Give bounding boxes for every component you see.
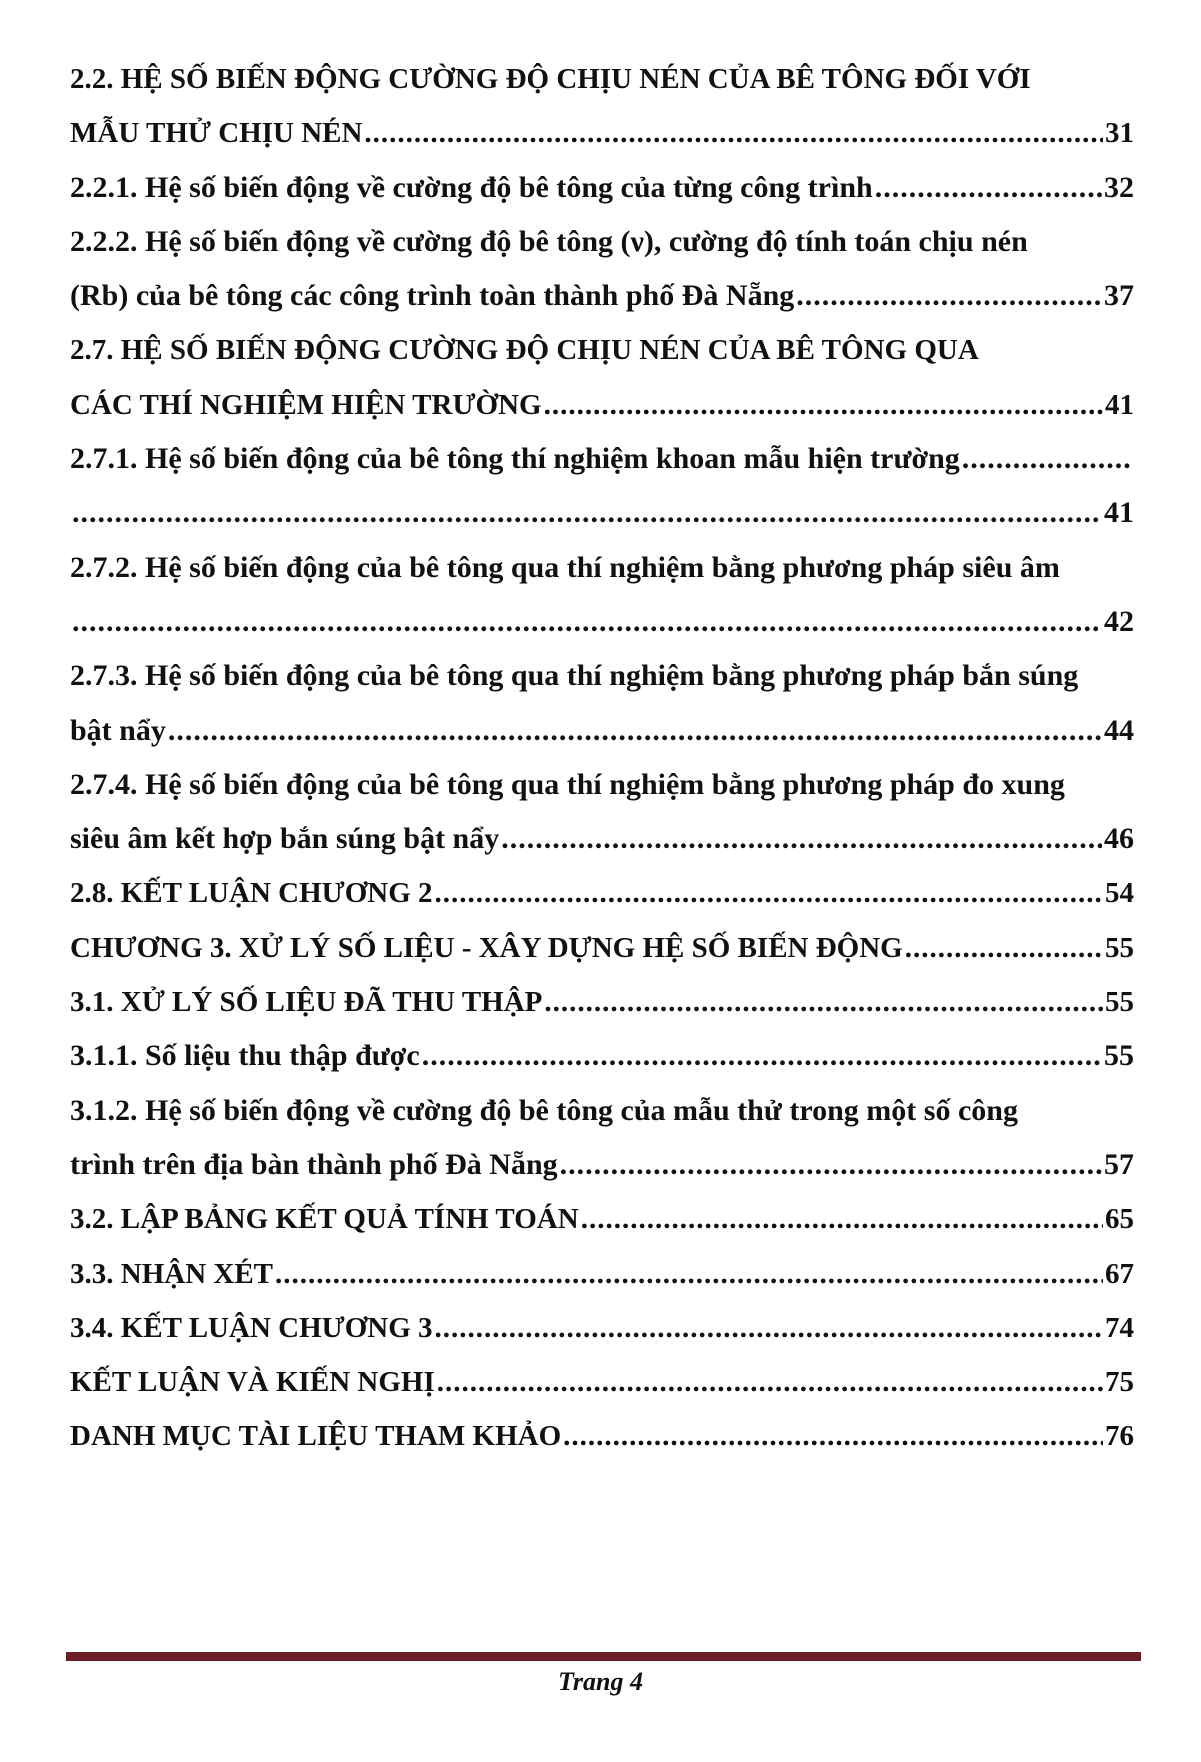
toc-entry-text: 2.2.2. Hệ số biến động về cường độ bê tông (ν), cường độ tính toán chịu nén	[70, 224, 1028, 258]
toc-entry-2-7-1-line2[interactable]	[70, 486, 1134, 540]
toc-entry-2-2-2-line2[interactable]	[70, 269, 1134, 323]
toc-entry-text: 2.7.2. Hệ số biến động của bê tông qua thí nghiệm bằng phương pháp siêu âm	[70, 550, 1060, 584]
toc-entry-text: CHƯƠNG 3. XỬ LÝ SỐ LIỆU - XÂY DỰNG HỆ SỐ BIẾN ĐỘNG	[70, 931, 903, 964]
dot-leader	[72, 486, 1102, 540]
dot-leader	[581, 1192, 1103, 1246]
toc-page-number: 76	[1105, 1420, 1134, 1453]
dot-leader	[563, 1409, 1103, 1463]
toc-entry-text: 2.7. HỆ SỐ BIẾN ĐỘNG CƯỜNG ĐỘ CHỊU NÉN CỦA BÊ TÔNG QUA	[70, 334, 979, 367]
toc-entry-2-2-2-line1[interactable]	[70, 215, 1134, 269]
toc-page-number: 41	[1104, 496, 1134, 530]
toc-entry-2-2-line2[interactable]	[70, 106, 1134, 160]
dot-leader	[501, 812, 1102, 866]
dot-leader	[875, 161, 1102, 215]
toc-entry-text: 3.3. NHẬN XÉT	[70, 1257, 274, 1290]
toc-entry-text: 2.7.4. Hệ số biến động của bê tông qua thí nghiệm bằng phương pháp đo xung	[70, 767, 1065, 801]
toc-entry-text: (Rb) của bê tông các công trình toàn thành phố Đà Nẵng	[70, 279, 795, 313]
dot-leader	[435, 1301, 1103, 1355]
dot-leader	[544, 975, 1103, 1029]
dot-leader	[796, 269, 1102, 323]
dot-leader	[364, 106, 1103, 160]
toc-entry-2-7-4-line2[interactable]	[70, 812, 1134, 866]
toc-page-number: 65	[1105, 1203, 1134, 1236]
toc-entry-text: CÁC THÍ NGHIỆM HIỆN TRƯỜNG	[70, 388, 542, 421]
toc-entry-text: 2.7.3. Hệ số biến động của bê tông qua thí nghiệm bằng phương pháp bắn súng	[70, 659, 1079, 693]
toc-entry-text: DANH MỤC TÀI LIỆU THAM KHẢO	[70, 1420, 562, 1453]
toc-entry-3-1-2-line2[interactable]	[70, 1138, 1134, 1192]
toc-page-number: 44	[1104, 713, 1134, 747]
toc-entry-conclusion[interactable]	[70, 1355, 1134, 1409]
toc-page-number: 46	[1104, 822, 1134, 856]
toc-entry-text: 3.1. XỬ LÝ SỐ LIỆU ĐÃ THU THẬP	[70, 986, 543, 1019]
toc-entry-2-2-1[interactable]	[70, 161, 1134, 215]
dot-leader	[905, 921, 1103, 975]
toc-entry-3-1[interactable]	[70, 975, 1134, 1029]
dot-leader	[168, 704, 1102, 758]
toc-entry-references[interactable]	[70, 1409, 1134, 1463]
page-footer	[0, 1664, 1201, 1700]
dot-leader	[560, 1138, 1102, 1192]
footer-divider	[66, 1652, 1141, 1661]
toc-page-number: 55	[1105, 931, 1134, 964]
toc-entry-text: 2.7.1. Hệ số biến động của bê tông thí nghiệm khoan mẫu hiện trường	[70, 442, 960, 476]
toc-entry-text: KẾT LUẬN VÀ KIẾN NGHỊ	[70, 1366, 435, 1399]
toc-page-number: 41	[1105, 388, 1134, 421]
toc-entry-2-8[interactable]	[70, 866, 1134, 920]
toc-entry-2-7-3-line1[interactable]	[70, 649, 1134, 703]
toc-entry-2-7-1-line1[interactable]	[70, 432, 1134, 486]
dot-leader	[435, 866, 1103, 920]
toc-entry-text: 2.2.1. Hệ số biến động về cường độ bê tông của từng công trình	[70, 170, 873, 204]
toc-entry-2-7-2-line2[interactable]	[70, 595, 1134, 649]
toc-entry-2-7-3-line2[interactable]	[70, 704, 1134, 758]
toc-entry-chapter-3[interactable]	[70, 921, 1134, 975]
table-of-contents	[70, 52, 1134, 1464]
toc-page-number: 55	[1104, 1039, 1134, 1073]
toc-page-number: 31	[1105, 117, 1134, 150]
toc-entry-3-2[interactable]	[70, 1192, 1134, 1246]
dot-leader	[544, 378, 1103, 432]
toc-entry-text: bật nẩy	[70, 713, 166, 747]
toc-entry-text: 2.2. HỆ SỐ BIẾN ĐỘNG CƯỜNG ĐỘ CHỊU NÉN CỦA BÊ TÔNG ĐỐI VỚI	[70, 63, 1031, 95]
toc-page-number: 74	[1105, 1311, 1134, 1344]
toc-entry-3-3[interactable]	[70, 1247, 1134, 1301]
toc-page-number: 55	[1105, 986, 1134, 1019]
toc-entry-2-2-line1[interactable]	[70, 52, 1134, 106]
toc-entry-text: MẪU THỬ CHỊU NÉN	[70, 117, 363, 150]
toc-page-number: 75	[1105, 1366, 1134, 1399]
toc-page-number: 42	[1104, 604, 1134, 638]
toc-entry-2-7-line1[interactable]	[70, 323, 1134, 377]
toc-entry-text: 3.4. KẾT LUẬN CHƯƠNG 3	[70, 1311, 433, 1344]
toc-page-number: 54	[1105, 877, 1134, 910]
page-number-label: Trang 4	[558, 1667, 643, 1696]
toc-entry-3-1-1[interactable]	[70, 1029, 1134, 1083]
toc-entry-3-1-2-line1[interactable]	[70, 1084, 1134, 1138]
toc-page-number: 57	[1104, 1147, 1134, 1181]
dot-leader	[275, 1247, 1103, 1301]
toc-entry-text: trình trên địa bàn thành phố Đà Nẵng	[70, 1147, 558, 1181]
dot-leader	[422, 1029, 1102, 1083]
toc-entry-text: 2.8. KẾT LUẬN CHƯƠNG 2	[70, 877, 433, 910]
dot-leader	[72, 595, 1102, 649]
toc-entry-2-7-2-line1[interactable]	[70, 541, 1134, 595]
toc-entry-text: 3.2. LẬP BẢNG KẾT QUẢ TÍNH TOÁN	[70, 1203, 579, 1236]
toc-page-number: 67	[1105, 1257, 1134, 1290]
dot-leader	[962, 432, 1132, 486]
toc-page-number: 37	[1104, 279, 1134, 313]
toc-entry-2-7-4-line1[interactable]	[70, 758, 1134, 812]
toc-entry-text: siêu âm kết hợp bắn súng bật nẩy	[70, 822, 500, 856]
toc-entry-text: 3.1.2. Hệ số biến động về cường độ bê tông của mẫu thử trong một số công	[70, 1093, 1018, 1127]
toc-entry-3-4[interactable]	[70, 1301, 1134, 1355]
toc-page-number: 32	[1104, 170, 1134, 204]
toc-entry-2-7-line2[interactable]	[70, 378, 1134, 432]
dot-leader	[437, 1355, 1103, 1409]
toc-entry-text: 3.1.1. Số liệu thu thập được	[70, 1039, 420, 1073]
